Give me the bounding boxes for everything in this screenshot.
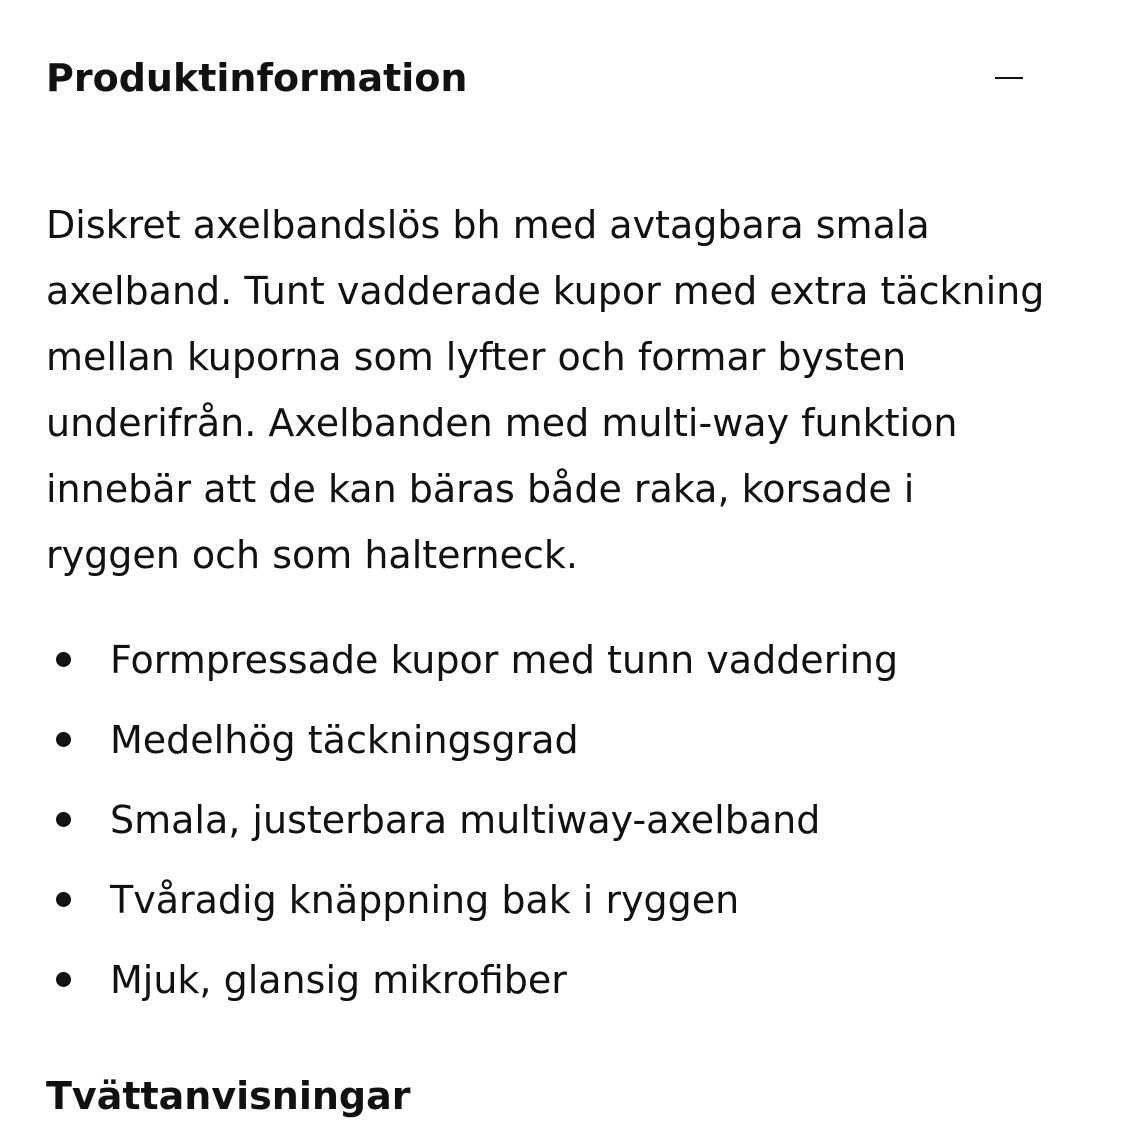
feature-text: Medelhög täckningsgrad xyxy=(110,718,579,762)
list-item xyxy=(46,780,1046,860)
care-instructions-heading[interactable]: Tvättanvisningar xyxy=(46,1074,411,1118)
product-info-accordion-header[interactable] xyxy=(46,50,1026,106)
product-description: Diskret axelbandslös bh med avtagbara smala axelband. Tunt vadderade kupor med extra täckning mellan kuporna som lyfter och formar bysten underifrån. Axelbanden med multi-way funktion innebär att de kan bäras både raka, korsade i ryggen och som halterneck. xyxy=(46,203,1045,577)
product-info-title: Produktinformation xyxy=(46,56,468,100)
bullet-icon xyxy=(56,892,71,907)
bullet-icon xyxy=(56,972,71,987)
list-item xyxy=(46,700,1046,780)
list-item xyxy=(46,860,1046,940)
feature-text: Smala, justerbara multiway-axelband xyxy=(110,798,821,842)
feature-text: Mjuk, glansig mikrofiber xyxy=(110,958,567,1002)
feature-text: Tvåradig knäppning bak i ryggen xyxy=(110,878,740,922)
feature-text: Formpressade kupor med tunn vaddering xyxy=(110,638,899,682)
bullet-icon xyxy=(56,732,71,747)
list-item xyxy=(46,620,1046,700)
bullet-icon xyxy=(56,652,71,667)
bullet-icon xyxy=(56,812,71,827)
feature-list xyxy=(46,620,1046,1020)
minus-icon[interactable] xyxy=(994,63,1024,93)
list-item xyxy=(46,940,1046,1020)
